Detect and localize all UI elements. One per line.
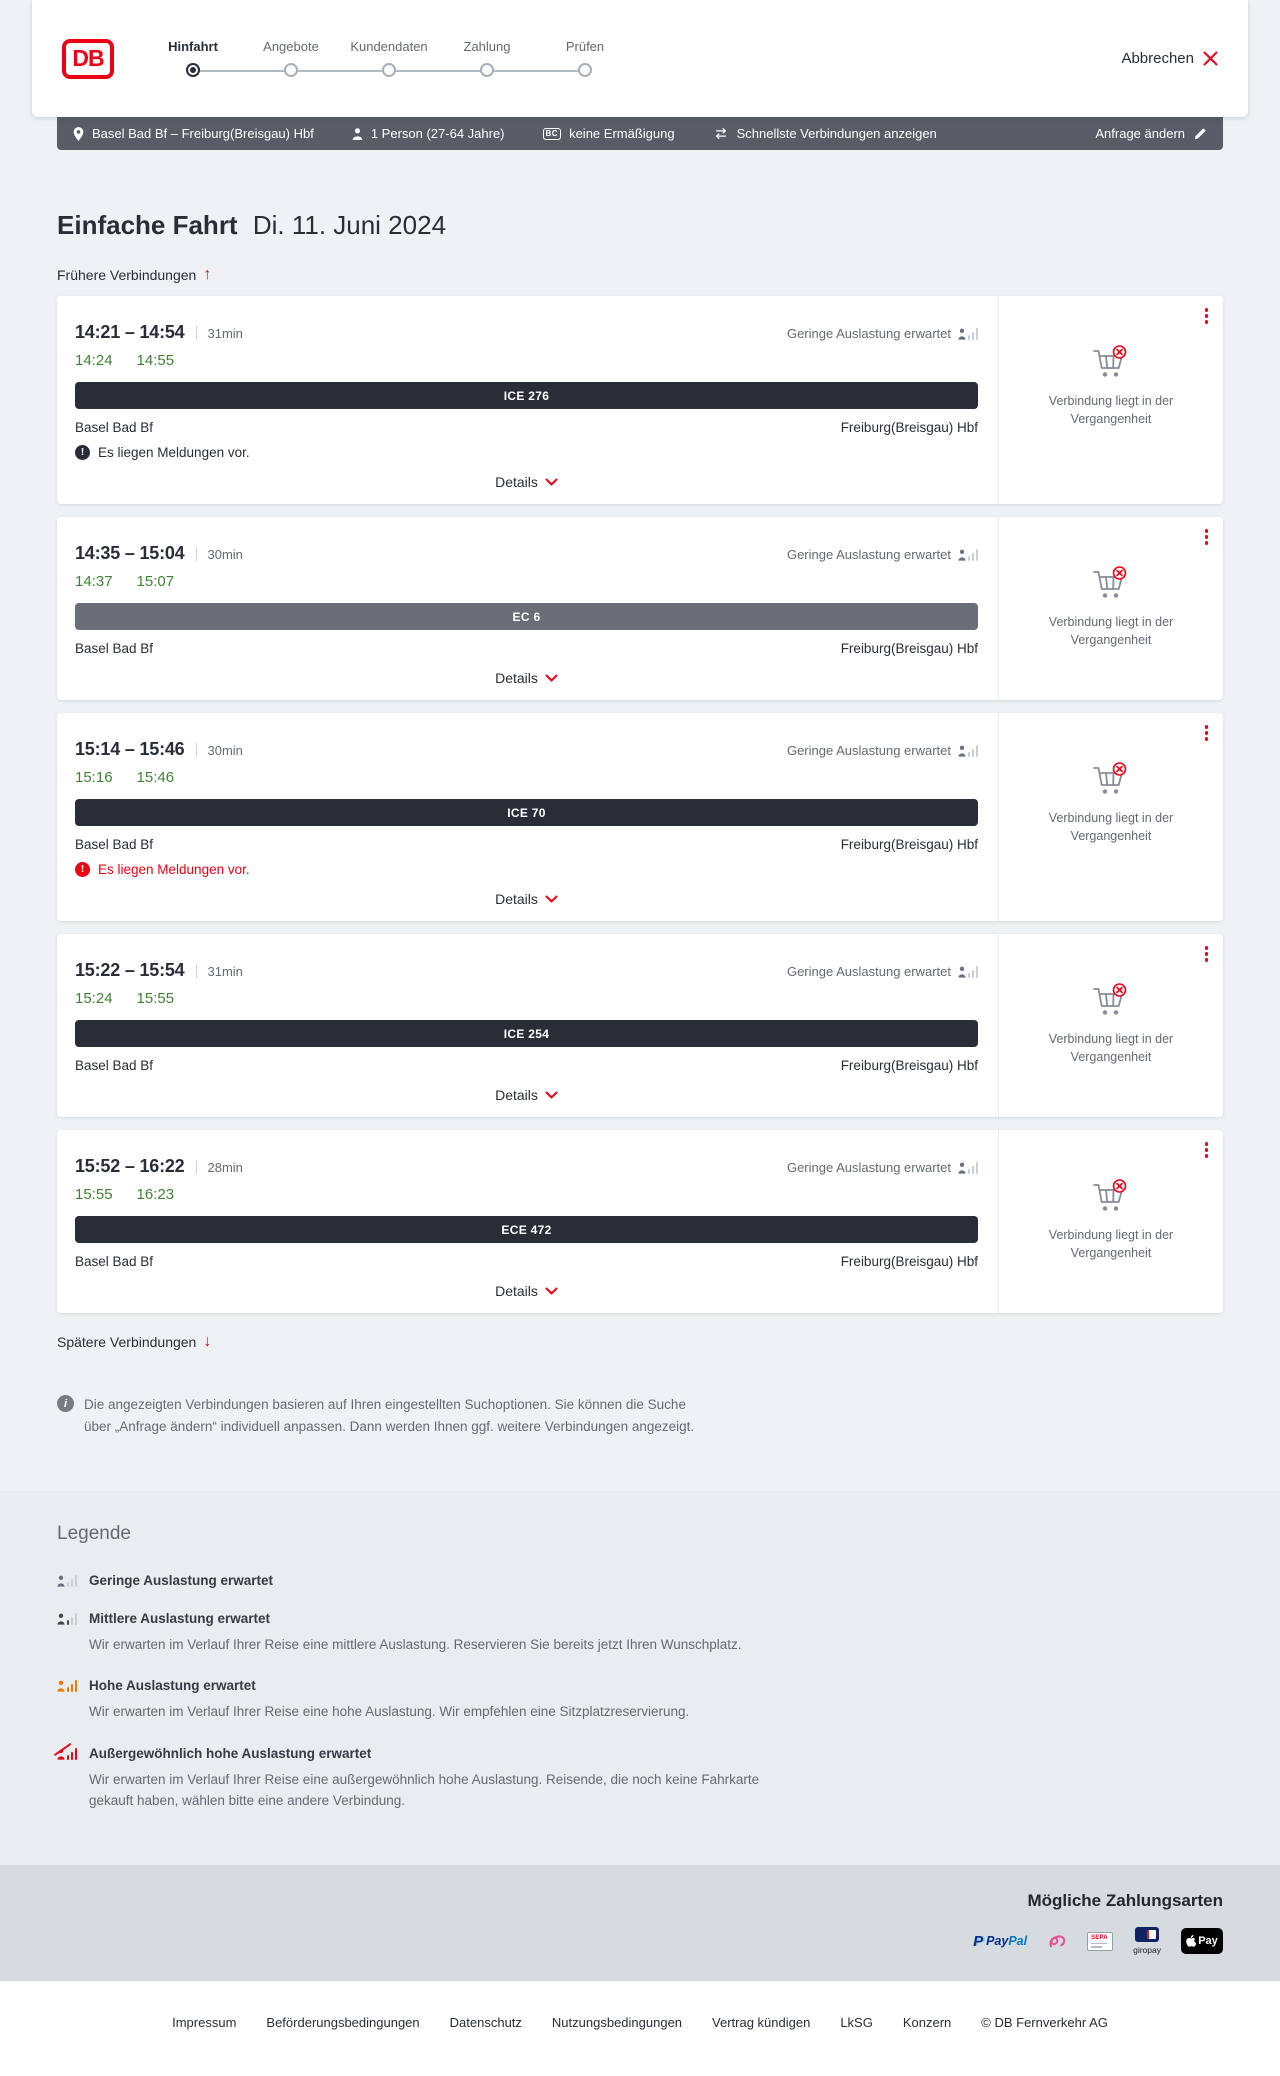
sepa-lastschrift-icon: SEPA <box>1087 1932 1113 1951</box>
occupancy-low-icon <box>958 745 978 757</box>
kebab-menu-button[interactable] <box>1203 944 1211 964</box>
realtime-departure: 15:16 <box>75 769 113 786</box>
realtime-arrival: 14:55 <box>136 352 175 369</box>
train-bar <box>75 799 978 826</box>
connection-card <box>57 1130 1223 1313</box>
info-icon: i <box>57 1395 74 1412</box>
kebab-menu-button[interactable] <box>1203 723 1211 743</box>
discount-summary: BC keine Ermäßigung <box>543 126 675 141</box>
step-dot-icon <box>480 63 494 77</box>
status-note: Verbindung liegt in der Vergangenheit <box>1048 394 1174 427</box>
details-toggle[interactable] <box>495 1283 558 1299</box>
occupancy-extreme-icon <box>57 1748 77 1760</box>
app-header <box>32 0 1248 117</box>
status-note: Verbindung liegt in der Vergangenheit <box>1048 615 1174 648</box>
footer-link[interactable]: Konzern <box>902 2015 952 2031</box>
legend-title: Legende <box>57 1522 131 1544</box>
step-label: Hinfahrt <box>168 38 218 54</box>
duration: 31min <box>207 964 243 979</box>
person-icon <box>352 128 363 140</box>
occupancy-low-icon <box>57 1575 77 1587</box>
kebab-menu-button[interactable] <box>1203 1140 1211 1160</box>
destination-station: Freiburg(Breisgau) Hbf <box>840 420 978 435</box>
legend-label: Hohe Auslastung erwartet <box>89 1678 256 1694</box>
cart-unavailable-icon <box>1091 344 1131 385</box>
arrow-down-icon: ↓ <box>203 1333 212 1350</box>
realtime-departure: 14:24 <box>75 352 113 369</box>
details-toggle[interactable] <box>495 670 558 686</box>
connection-main <box>57 1130 998 1313</box>
progress-steps <box>144 39 634 79</box>
time-range: 14:21 – 14:54 <box>75 322 185 342</box>
divider <box>196 964 197 978</box>
legend-item <box>57 1611 1223 1656</box>
progress-step[interactable] <box>340 39 438 77</box>
details-toggle[interactable] <box>495 891 558 907</box>
train-label: ICE 254 <box>503 1026 550 1041</box>
journey-type: Einfache Fahrt <box>57 210 238 240</box>
footer-links <box>0 2015 1280 2030</box>
bahncard-icon: BC <box>543 128 562 140</box>
details-toggle[interactable] <box>495 474 558 490</box>
cart-unavailable-icon <box>1091 982 1131 1023</box>
cart-unavailable-icon <box>1091 565 1131 606</box>
earlier-connections-button[interactable]: Frühere Verbindungen ↑ <box>57 266 212 283</box>
divider <box>196 326 197 340</box>
cancel-button[interactable] <box>1121 50 1218 67</box>
connection-side-panel <box>998 517 1223 700</box>
edit-request-button[interactable]: Anfrage ändern <box>1095 126 1207 141</box>
progress-step[interactable] <box>438 39 536 77</box>
chevron-down-icon <box>545 895 558 903</box>
close-icon <box>1203 51 1218 66</box>
route-summary: Basel Bad Bf – Freiburg(Breisgau) Hbf <box>73 126 314 141</box>
step-dot-icon <box>186 63 200 77</box>
apple-logo-icon <box>1186 1935 1196 1947</box>
legend-label: Außergewöhnlich hohe Auslastung erwartet <box>89 1746 372 1762</box>
connection-side-panel <box>998 296 1223 504</box>
giropay-icon: giropay <box>1133 1927 1161 1955</box>
train-bar <box>75 382 978 409</box>
copyright-text: © DB Fernverkehr AG <box>981 2015 1108 2031</box>
train-label: ICE 276 <box>503 388 550 403</box>
duration: 30min <box>207 547 243 562</box>
legend-section <box>0 1491 1280 1866</box>
realtime-times <box>75 990 978 1007</box>
location-pin-icon <box>73 127 84 141</box>
status-note: Verbindung liegt in der Vergangenheit <box>1048 811 1174 844</box>
paypal-logo: P PayPal <box>973 1932 1028 1950</box>
occupancy-low-icon <box>958 328 978 340</box>
connection-card <box>57 713 1223 921</box>
occupancy-label: Geringe Auslastung erwartet <box>786 547 951 562</box>
details-label: Details <box>495 1087 538 1103</box>
details-label: Details <box>495 891 538 907</box>
step-label: Angebote <box>263 38 319 54</box>
occupancy-label: Geringe Auslastung erwartet <box>786 964 951 979</box>
info-text: Die angezeigten Verbindungen basieren auf Ihren eingestellten Suchoptionen. Sie können die Suche über „Anfrage ändern“ individuell anpassen. Dann werden Ihnen ggf. weitere Verbindungen angezeigt. <box>84 1397 695 1435</box>
details-toggle[interactable] <box>495 1087 558 1103</box>
occupancy-high-icon <box>57 1680 77 1692</box>
results-main <box>57 210 1223 1491</box>
time-range: 15:14 – 15:46 <box>75 739 185 759</box>
connection-main <box>57 296 998 504</box>
connection-main <box>57 713 998 921</box>
legend-description: Wir erwarten im Verlauf Ihrer Reise eine hohe Auslastung. Wir empfehlen eine Sitzplatzreservierung. <box>89 1704 690 1720</box>
destination-station: Freiburg(Breisgau) Hbf <box>840 641 978 656</box>
origin-station: Basel Bad Bf <box>75 1058 154 1073</box>
swirl-logo <box>1047 1933 1067 1950</box>
page-title <box>57 210 1223 241</box>
train-bar <box>75 1216 978 1243</box>
step-dot-icon <box>382 63 396 77</box>
progress-step[interactable] <box>536 39 634 77</box>
later-connections-button[interactable]: Spätere Verbindungen ↓ <box>57 1333 212 1350</box>
train-bar <box>75 603 978 630</box>
footer-link[interactable]: Beförderungsbedingungen <box>266 2015 420 2031</box>
occupancy-low-icon <box>958 549 978 561</box>
filter-summary: Schnellste Verbindungen anzeigen <box>713 126 937 141</box>
train-label: ECE 472 <box>501 1222 552 1237</box>
cancel-label: Abbrechen <box>1121 50 1194 67</box>
origin-station: Basel Bad Bf <box>75 837 154 852</box>
origin-station: Basel Bad Bf <box>75 641 154 656</box>
db-logo-text: DB <box>72 45 104 71</box>
details-label: Details <box>495 474 538 490</box>
occupancy-label: Geringe Auslastung erwartet <box>786 1160 951 1175</box>
apple-pay-badge: Pay <box>1181 1928 1223 1954</box>
legend-description: Wir erwarten im Verlauf Ihrer Reise eine außergewöhnlich hohe Auslastung. Reisende, die noch keine Fahrkarte gekauft haben, wählen bitte eine andere Verbindung. <box>89 1772 760 1809</box>
realtime-departure: 15:55 <box>75 1186 113 1203</box>
footer-link[interactable]: Impressum <box>172 2015 237 2031</box>
connection-message <box>75 862 978 877</box>
duration: 31min <box>207 326 243 341</box>
footer-link[interactable]: Nutzungsbedingungen <box>551 2015 683 2031</box>
divider <box>196 1160 197 1174</box>
origin-station: Basel Bad Bf <box>75 420 154 435</box>
legend-item <box>57 1678 1223 1723</box>
pencil-icon <box>1193 127 1207 141</box>
connection-card <box>57 517 1223 700</box>
payments-title: Mögliche Zahlungsarten <box>1027 1891 1223 1911</box>
destination-station: Freiburg(Breisgau) Hbf <box>840 1254 978 1269</box>
occupancy-low-icon <box>958 966 978 978</box>
realtime-times <box>75 352 978 369</box>
occupancy-label: Geringe Auslastung erwartet <box>786 743 951 758</box>
time-range: 14:35 – 15:04 <box>75 543 185 563</box>
step-label: Kundendaten <box>350 38 428 54</box>
occupancy-label: Geringe Auslastung erwartet <box>786 326 951 341</box>
kebab-menu-button[interactable] <box>1203 527 1211 547</box>
connection-message <box>75 445 978 460</box>
step-dot-icon <box>284 63 298 77</box>
passenger-summary: 1 Person (27-64 Jahre) <box>352 126 505 141</box>
realtime-arrival: 16:23 <box>136 1186 175 1203</box>
message-text: Es liegen Meldungen vor. <box>98 862 250 877</box>
chevron-down-icon <box>545 1287 558 1295</box>
realtime-times <box>75 573 978 590</box>
connection-card <box>57 296 1223 504</box>
footer-link[interactable]: LkSG <box>840 2015 873 2031</box>
train-label: ICE 70 <box>507 805 546 820</box>
status-note: Verbindung liegt in der Vergangenheit <box>1048 1228 1174 1261</box>
payment-methods <box>57 1927 1223 1955</box>
step-dot-icon <box>578 63 592 77</box>
search-info-note <box>57 1394 1223 1439</box>
divider <box>196 547 197 561</box>
chevron-down-icon <box>545 674 558 682</box>
realtime-times <box>75 1186 978 1203</box>
duration: 30min <box>207 743 243 758</box>
message-text: Es liegen Meldungen vor. <box>98 445 250 460</box>
train-bar <box>75 1020 978 1047</box>
query-bar <box>57 117 1223 150</box>
train-label: EC 6 <box>512 609 541 624</box>
progress-step[interactable] <box>242 39 340 77</box>
chevron-down-icon <box>545 1091 558 1099</box>
arrow-up-icon: ↑ <box>203 266 212 283</box>
progress-step[interactable] <box>144 39 242 77</box>
legend-item <box>57 1573 1223 1588</box>
cart-unavailable-icon <box>1091 761 1131 802</box>
page-footer <box>0 1981 1280 2076</box>
realtime-times <box>75 769 978 786</box>
details-label: Details <box>495 1283 538 1299</box>
divider <box>196 743 197 757</box>
status-note: Verbindung liegt in der Vergangenheit <box>1048 1032 1174 1065</box>
kebab-menu-button[interactable] <box>1203 306 1211 326</box>
chevron-down-icon <box>545 478 558 486</box>
journey-date: Di. 11. Juni 2024 <box>252 210 447 240</box>
cart-unavailable-icon <box>1091 1178 1131 1219</box>
connection-side-panel <box>998 934 1223 1117</box>
footer-link[interactable]: Vertrag kündigen <box>712 2015 811 2031</box>
payments-section <box>0 1865 1280 1981</box>
legend-description: Wir erwarten im Verlauf Ihrer Reise eine mittlere Auslastung. Reservieren Sie bereits jetzt Ihren Wunschplatz. <box>89 1636 742 1652</box>
realtime-departure: 15:24 <box>75 990 113 1007</box>
realtime-arrival: 15:46 <box>136 769 175 786</box>
details-label: Details <box>495 670 538 686</box>
occupancy-medium-icon <box>57 1613 77 1625</box>
time-range: 15:52 – 16:22 <box>75 1156 185 1176</box>
legend-label: Geringe Auslastung erwartet <box>89 1572 274 1588</box>
db-logo <box>62 39 114 79</box>
connection-main <box>57 517 998 700</box>
occupancy-low-icon <box>958 1162 978 1174</box>
alert-icon: ! <box>75 445 90 460</box>
connection-list <box>57 296 1223 1313</box>
destination-station: Freiburg(Breisgau) Hbf <box>840 1058 978 1073</box>
time-range: 15:22 – 15:54 <box>75 960 185 980</box>
destination-station: Freiburg(Breisgau) Hbf <box>840 837 978 852</box>
realtime-departure: 14:37 <box>75 573 113 590</box>
origin-station: Basel Bad Bf <box>75 1254 154 1269</box>
step-label: Prüfen <box>565 38 605 54</box>
connection-main <box>57 934 998 1117</box>
duration: 28min <box>207 1160 243 1175</box>
alert-icon: ! <box>75 862 90 877</box>
realtime-arrival: 15:55 <box>136 990 175 1007</box>
step-label: Zahlung <box>463 38 511 54</box>
connection-side-panel <box>998 713 1223 921</box>
realtime-arrival: 15:07 <box>136 573 175 590</box>
footer-link[interactable]: Datenschutz <box>449 2015 522 2031</box>
compare-arrows-icon <box>713 128 729 139</box>
connection-card <box>57 934 1223 1117</box>
legend-item <box>57 1746 1223 1812</box>
connection-side-panel <box>998 1130 1223 1313</box>
legend-label: Mittlere Auslastung erwartet <box>89 1610 271 1626</box>
